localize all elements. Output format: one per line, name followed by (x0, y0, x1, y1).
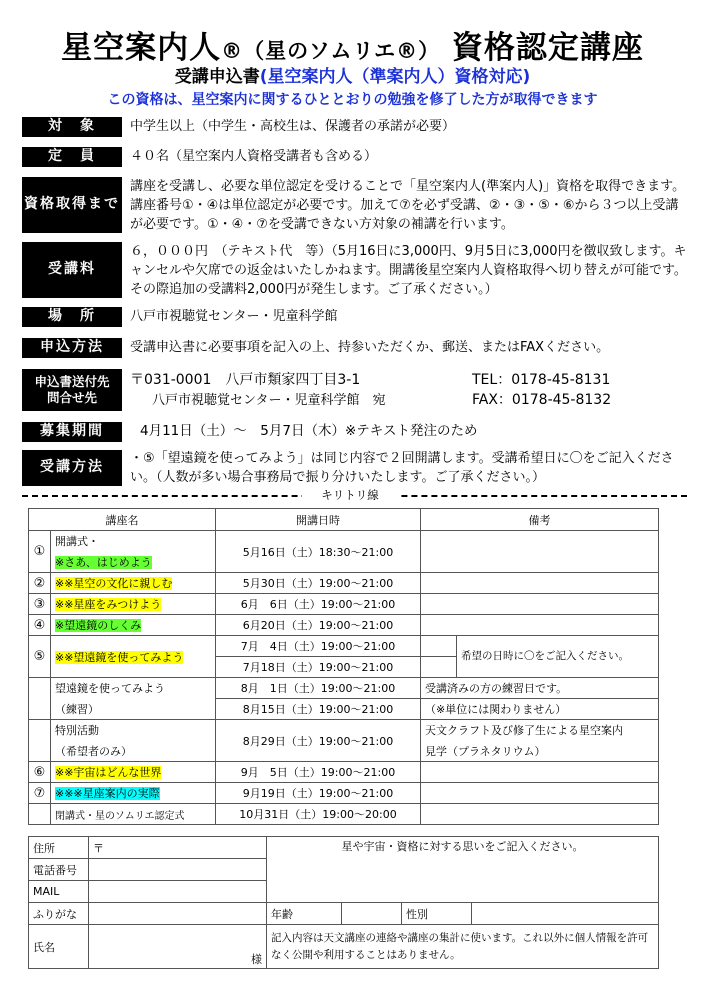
table-row (29, 615, 659, 636)
course-name: 特別活動 (51, 720, 216, 741)
course-number (29, 720, 51, 762)
title-paren: （星のソムリエ (243, 39, 397, 63)
thoughts-prompt: 星や宇宙・資格に対する思いをご記入ください。 (341, 840, 584, 853)
course-remarks[interactable] (421, 804, 659, 825)
course-name-highlight: ※※星座をみつけよう (55, 598, 162, 611)
course-number (29, 678, 51, 720)
furigana-field[interactable] (89, 903, 267, 925)
course-remarks[interactable] (421, 594, 659, 615)
contact-address-line1: 〒031-0001 八戸市類家四丁目3-1 (130, 372, 361, 388)
course-name-highlight: ※※星空の文化に親しむ (55, 577, 173, 590)
subtitle (0, 62, 705, 87)
course-number: ④ (29, 615, 51, 636)
course-number: ⑤ (29, 636, 51, 678)
fee-row (22, 240, 692, 300)
course-number: ⑥ (29, 762, 51, 783)
fee-label: 受講料 (22, 242, 122, 298)
course-date: 5月30日（土）19:00～21:00 (216, 573, 421, 594)
capacity-label: 定 員 (22, 147, 122, 167)
choice-circle-cell[interactable] (421, 636, 457, 657)
course-date: 8月15日（土）19:00～21:00 (216, 699, 421, 720)
apply-text: 受講申込書に必要事項を記入の上、持参いただくか、郵送、またはFAXください。 (130, 340, 610, 355)
contact-address-line2: 八戸市視聴覚センター・児童科学館 宛 (152, 393, 386, 408)
tagline: この資格は、星空案内に関するひととおりの勉強を修了した方が取得できます (107, 92, 598, 108)
course-name-line2 (51, 552, 216, 573)
form-row-name (29, 925, 659, 969)
table-row (29, 636, 659, 657)
address-label: 住所 (29, 837, 89, 859)
page-title (0, 22, 705, 67)
course-remarks[interactable] (421, 615, 659, 636)
course-remarks[interactable] (421, 783, 659, 804)
course-remarks: 受講済みの方の練習日です。 (421, 678, 659, 699)
course-remarks[interactable] (421, 762, 659, 783)
course-name: 望遠鏡を使ってみよう (51, 678, 216, 699)
title-tail: 資格認定講座 (451, 30, 644, 66)
header-course: 講座名 (29, 509, 216, 531)
course-date: 9月19日（土）19:00～21:00 (216, 783, 421, 804)
form-row-furigana (29, 903, 659, 925)
course-date: 9月 5日（土）19:00～21:00 (216, 762, 421, 783)
qualification-text: 講座を受講し、必要な単位認定を受けることで「星空案内人(準案内人)」資格を取得できます。講座番号①・④は単位認定が必要です。加えて⑦を必ず受講、②・③・⑤・⑥から３つ以上受講が必要です。①・④・⑦を受講できない方対象の補講を行います。 (130, 179, 686, 232)
schedule-table (28, 508, 659, 825)
course-name-line2: （希望者のみ） (51, 741, 216, 762)
furigana-label: ふりがな (29, 903, 89, 925)
apply-label: 申込方法 (22, 338, 122, 358)
course-name-highlight: ※さあ、はじめよう (55, 555, 152, 569)
subtitle-main: 受講申込書 (174, 67, 260, 87)
table-row (29, 531, 659, 552)
apply-row (22, 336, 692, 360)
qualification-label: 資格取得まで (22, 177, 122, 233)
registered-mark-2: ®） (396, 39, 441, 63)
cut-label: キリトリ線 (302, 487, 398, 503)
applicant-form (28, 836, 659, 969)
table-row (29, 699, 659, 720)
course-date: 5月16日（土）18:30～21:00 (216, 531, 421, 573)
period-text: 4月11日（土）～ 5月7日（木）※テキスト発注のため (140, 423, 478, 439)
table-row (29, 594, 659, 615)
period-row (22, 420, 692, 444)
course-date: 7月18日（土）19:00～21:00 (216, 657, 421, 678)
contact-label-line1: 申込書送付先 (34, 374, 110, 390)
method-row (22, 448, 692, 488)
contact-tel: TEL：0178-45-8131 (472, 372, 611, 388)
course-remarks: 天文クラフト及び修了生による星空案内 (421, 720, 659, 741)
target-text: 中学生以上（中学生・高校生は、保護者の承諾が必要） (130, 119, 456, 134)
gender-label: 性別 (402, 903, 472, 925)
schedule-header-row (29, 509, 659, 531)
qualification-row (22, 175, 692, 235)
course-date: 8月29日（土）19:00～21:00 (216, 720, 421, 762)
target-row (22, 115, 692, 139)
honorific: 様 (251, 953, 262, 966)
table-row (29, 720, 659, 741)
age-field[interactable] (342, 903, 402, 925)
table-row (29, 762, 659, 783)
course-date: 10月31日（土）19:00～20:00 (216, 804, 421, 825)
registered-mark: ® (221, 39, 244, 63)
course-name-line2: （練習） (51, 699, 216, 720)
course-number: ② (29, 573, 51, 594)
course-name (51, 615, 216, 636)
method-text: ・⑤「望遠鏡を使ってみよう」は同じ内容で２回開講します。受講希望日に〇をご記入ください。（人数が多い場合事務局で振り分けいたします。ご了承ください。） (130, 451, 674, 485)
table-row (29, 678, 659, 699)
mail-label: MAIL (29, 881, 89, 903)
form-row-address (29, 837, 659, 859)
course-name (51, 762, 216, 783)
course-date: 6月20日（土）19:00～21:00 (216, 615, 421, 636)
course-remarks[interactable] (421, 531, 659, 573)
name-label: 氏名 (29, 925, 89, 969)
postal-mark: 〒 (93, 841, 104, 855)
course-name-highlight: ※※宇宙はどんな世界 (55, 766, 162, 779)
course-number: ③ (29, 594, 51, 615)
course-name: 開講式・ (51, 531, 216, 552)
course-name (51, 594, 216, 615)
place-text: 八戸市視聴覚センター・児童科学館 (130, 309, 338, 324)
mail-field[interactable] (89, 881, 267, 903)
course-number: ① (29, 531, 51, 573)
table-row (29, 804, 659, 825)
course-name-highlight: ※望遠鏡のしくみ (55, 619, 142, 632)
course-name: 閉講式・星のソムリエ認定式 (51, 804, 216, 825)
name-field[interactable] (89, 925, 267, 969)
subtitle-qualification: (星空案内人（準案内人）資格対応) (259, 67, 531, 87)
course-date: 7月 4日（土）19:00～21:00 (216, 636, 421, 657)
course-remarks-line2: 見学（プラネタリウム） (421, 741, 659, 762)
course-name (51, 783, 216, 804)
course-name (51, 573, 216, 594)
course-remarks: （※単位には関わりません） (421, 699, 659, 720)
course-date: 8月 1日（土）19:00～21:00 (216, 678, 421, 699)
place-row (22, 305, 692, 329)
course-name-highlight: ※※※星座案内の実際 (55, 787, 160, 800)
course-remarks[interactable] (421, 573, 659, 594)
header-remarks: 備考 (421, 509, 659, 531)
address-field[interactable] (89, 837, 267, 859)
table-row (29, 573, 659, 594)
capacity-row (22, 145, 692, 169)
capacity-text: ４０名（星空案内人資格受講者も含める） (130, 149, 378, 164)
method-label: 受講方法 (22, 450, 122, 486)
contact-label (22, 369, 122, 411)
place-label: 場 所 (22, 307, 122, 327)
course-number: ⑦ (29, 783, 51, 804)
choice-circle-cell[interactable] (421, 657, 457, 678)
course-date: 6月 6日（土）19:00～21:00 (216, 594, 421, 615)
course-remarks: 希望の日時に〇をご記入ください。 (457, 636, 659, 678)
fee-text: ６，０００円 （テキスト代 等）（5月16日に3,000円、9月5日に3,000円を徴収致します。キャンセルや欠席での返金はいたしかねます。開講後星空案内人資格取得へ切り替えが可能です。その際追加の受講料2,000円が発生します。ご了承ください。） (130, 244, 687, 297)
period-label: 募集期間 (22, 422, 122, 442)
phone-label: 電話番号 (29, 859, 89, 881)
title-main: 星空案内人 (61, 30, 222, 66)
table-row (29, 783, 659, 804)
header-date: 開講日時 (216, 509, 421, 531)
course-name (51, 636, 216, 678)
gender-field[interactable] (472, 903, 659, 925)
contact-fax: FAX：0178-45-8132 (472, 392, 612, 408)
course-number (29, 804, 51, 825)
privacy-note: 記入内容は天文講座の連絡や講座の集計に使います。これ以外に個人情報を許可なく公開や利用することはありません。 (267, 925, 659, 969)
contact-row (22, 367, 692, 413)
contact-label-line2: 問合せ先 (46, 390, 97, 405)
phone-field[interactable] (89, 859, 267, 881)
target-label: 対 象 (22, 117, 122, 137)
age-label: 年齢 (267, 903, 342, 925)
course-name-highlight: ※※望遠鏡を使ってみよう (55, 650, 184, 664)
thoughts-field[interactable] (267, 837, 659, 903)
